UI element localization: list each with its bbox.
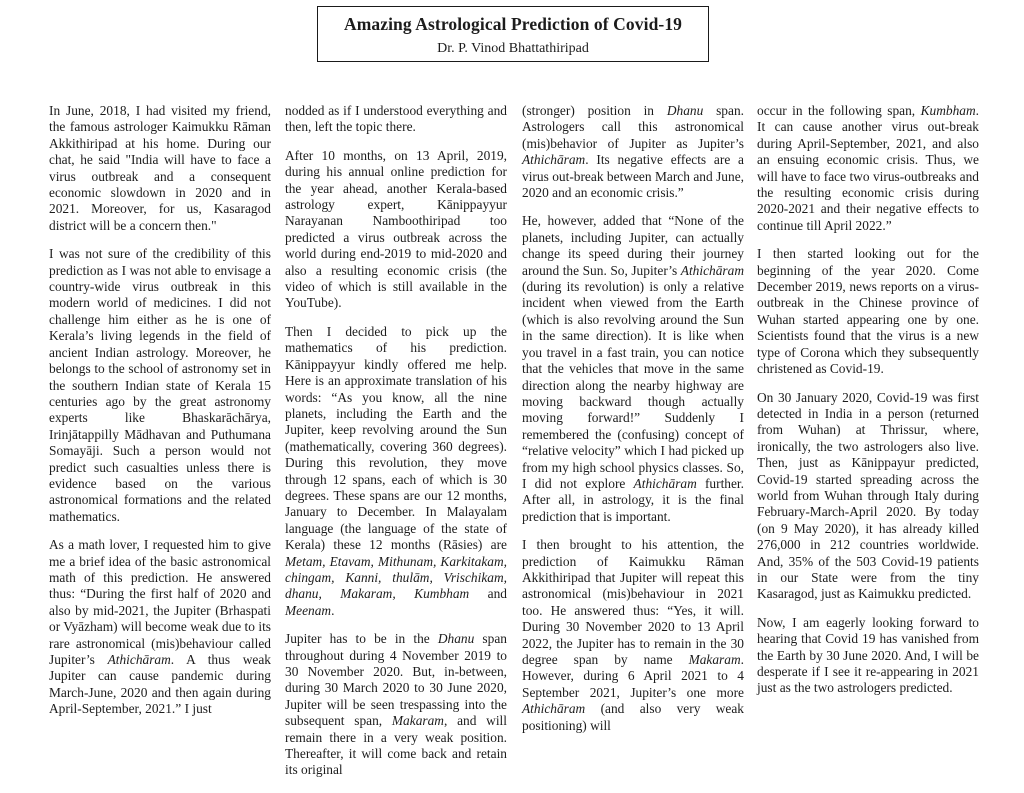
paragraph: I was not sure of the credibility of this prediction as I was not able to envisage a country-wide virus outbreak in this modern world of medicines. I did not challenge him either as he is one of Kerala’s living legends in the field of ancient Indian astrology. Moreover, he belongs to the school of astronomy set in the southern Indian state of Kerala 15 centuries ago by the great astronomy experts like Bhaskarāchārya, Irinjātappilly Mādhavan and Puthumana Somayāji. Such a person would not predict such casualties unless there is evidence based on the various astronomical formations and the related mathematics. — [49, 246, 271, 524]
article-author: Dr. P. Vinod Bhattathiripad — [437, 41, 589, 56]
paragraph: (stronger) position in Dhanu span. Astrologers call this astronomical (mis)behavior of Jupiter as Jupiter’s Athichāram. Its negative effects are a virus out-break between March and June, 2020 and an economic crisis.” — [522, 103, 744, 201]
column-4 — [757, 103, 979, 697]
paragraph: I then started looking out for the beginning of the year 2020. Come December 2019, news reports on a virus-outbreak in the Chinese province of Wuhan started appearing one by one. Scientists found that the virus is a new type of Corona which they subsequently christened as Covid-19. — [757, 246, 979, 377]
paragraph: He, however, added that “None of the planets, including Jupiter, can actually change its speed during their journey around the Sun. So, Jupiter’s Athichāram (during its revolution) is only a relative incident when viewed from the Earth (which is also revolving around the Sun in the same direction). It is like when you travel in a fast train, you can notice that the vehicles that move in the same direction along the nearby highway are moving backward though actually moving forward!” Suddenly I remembered the (confusing) concept of “relative velocity” which I had picked up from my high school physics classes. So, I did not explore Athichāram further. After all, in astrology, it is the final prediction that is important. — [522, 213, 744, 524]
paragraph: Now, I am eagerly looking forward to hearing that Covid 19 has vanished from the Earth by 30 June 2020. And, I will be desperate if I see it re-appearing in 2021 just as the two astrologers predicted. — [757, 614, 979, 696]
title-box — [317, 6, 709, 62]
column-2 — [285, 103, 507, 779]
paragraph: Then I decided to pick up the mathematics of his prediction. Kānippayyur kindly offered me help. Here is an approximate translation of his words: “As you know, all the nine planets, including the Earth and the Jupiter, keep revolving around the Sun (mathematically, covering 360 degrees). During this revolution, they move through 12 spans, each of which is 30 degrees. These spans are our 12 months, January to December. In Malayalam language (the language of the state of Kerala) these 12 months (Rāsies) are Metam, Etavam, Mithunam, Karkitakam, chingam, Kanni, thulām, Vrischikam, dhanu, Makaram, Kumbham and Meenam. — [285, 323, 507, 618]
paragraph: On 30 January 2020, Covid-19 was first detected in India in a person (returned from Wuhan) at Thrissur, where, ironically, the two astrologers also live. Then, just as Kānippayur predicted, Covid-19 started spreading across the world from Wuhan through Italy during February-March-April 2020. By today (on 9 May 2020), it has already killed 276,000 in 212 countries worldwide. And, 35% of the 503 Covid-19 patients in our State were from the tiny Kasaragod, just as Kaimukku predicted. — [757, 389, 979, 602]
paragraph: After 10 months, on 13 April, 2019, during his annual online prediction for the year ahead, another Kerala-based astrology expert, Kānippayyur Narayanan Namboothiripad too predicted a virus outbreak across the world during end-2019 to mid-2020 and also a resulting economic crisis (the video of which is still available in the YouTube). — [285, 147, 507, 311]
column-1 — [49, 103, 271, 718]
paragraph: In June, 2018, I had visited my friend, the famous astrologer Kaimukku Rāman Akkithiripad at his home. During our chat, he said "India will have to face a virus outbreak and a consequent economic slowdown in 2020 and in 2021. Moreover, for us, Kasaragod district will be a concern then." — [49, 103, 271, 233]
paragraph: occur in the following span, Kumbham. It can cause another virus out-break during April-September, 2021, and also an ensuing economic crisis. Thus, we will have to face two virus-outbreaks and the resulting economic crisis during 2020-2021 and their negative effects to continue till April 2022.” — [757, 103, 979, 233]
column-3 — [522, 103, 744, 734]
article-title: Amazing Astrological Prediction of Covid-19 — [343, 14, 683, 34]
paragraph: Jupiter has to be in the Dhanu span throughout during 4 November 2019 to 30 November 2020. But, in-between, during 30 March 2020 to 30 June 2020, Jupiter will be seen trespassing into the subsequent span, Makaram, and will remain there in a very weak position. Thereafter, it will come back and retain its original — [285, 631, 507, 778]
paragraph: nodded as if I understood everything and then, left the topic there. — [285, 103, 507, 135]
paragraph: I then brought to his attention, the prediction of Kaimukku Rāman Akkithiripad that Jupiter will repeat this astronomical (mis)behaviour in 2021 too. He answered thus: “Yes, it will. During 30 November 2020 to 13 April 2022, the Jupiter has to remain in the 30 degree span by name Makaram. However, during 6 April 2021 to 4 September 2021, Jupiter’s one more Athichāram (and also very weak positioning) will — [522, 537, 744, 733]
paragraph: As a math lover, I requested him to give me a brief idea of the basic astronomical math of this prediction. He answered thus: “During the first half of 2020 and also by mid-2021, the Jupiter (Brhaspati or Vyāzham) will become weak due to its rare astronomical (mis)behaviour called Jupiter’s Athichāram. A thus weak Jupiter can cause pandemic during March-June, 2020 and then again during April-September, 2021.” I just — [49, 537, 271, 717]
